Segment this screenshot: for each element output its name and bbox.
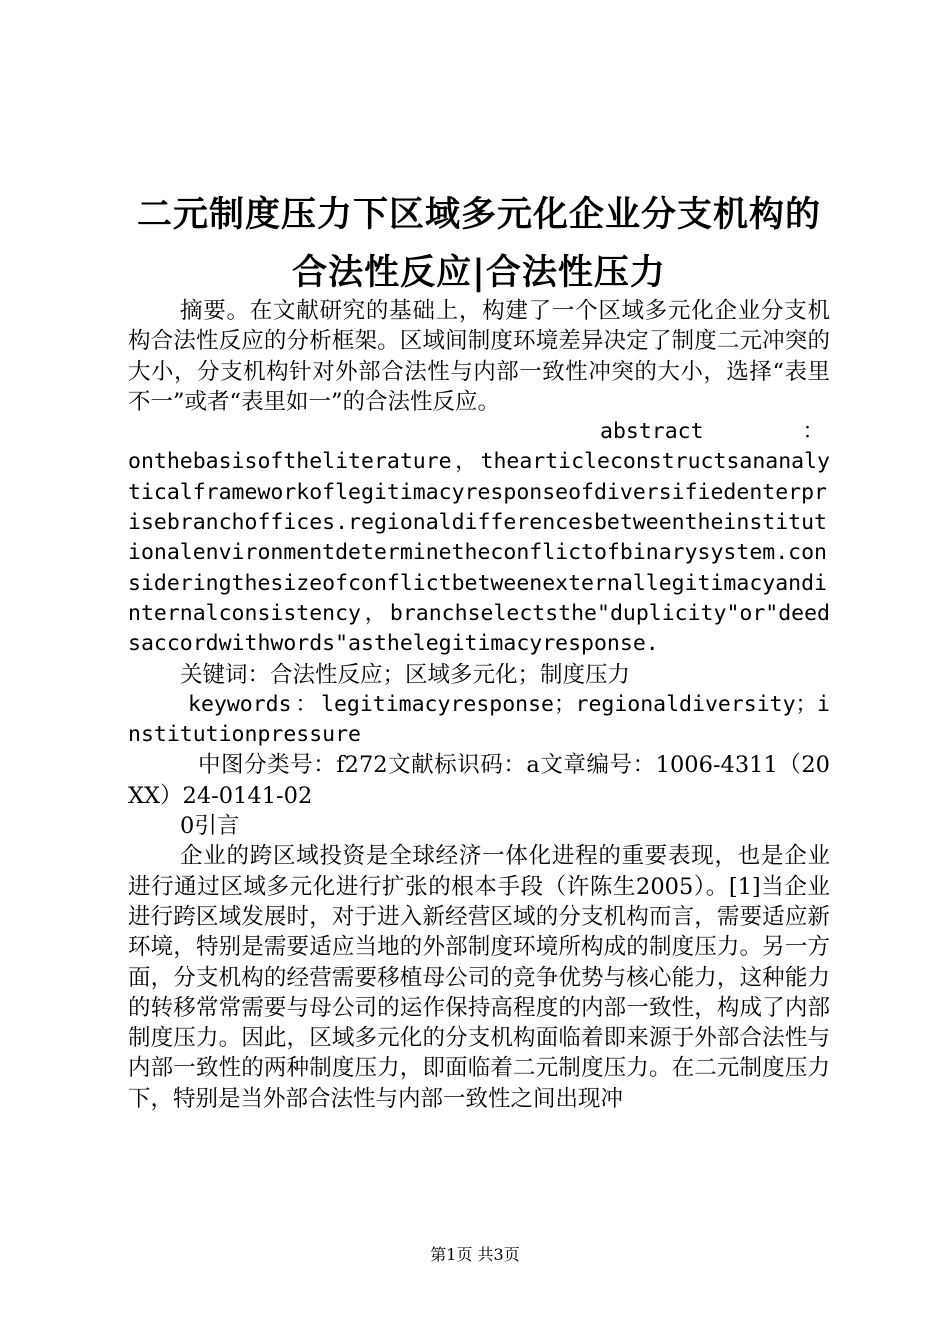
keywords-en: keywords：legitimacyresponse；regionaldiversity；institutionpressure — [128, 691, 830, 748]
abstract-en-label: abstract — [600, 419, 704, 445]
document-body — [128, 296, 830, 1114]
page-footer: 第1页 共3页 — [430, 1245, 520, 1264]
classification-line: 中图分类号：f272文献标识码：a文章编号：1006-4311（20XX）24-0141-02 — [128, 752, 830, 809]
abstract-cn: 摘要。在文献研究的基础上，构建了一个区域多元化企业分支机构合法性反应的分析框架。区域间制度环境差异决定了制度二元冲突的大小，分支机构针对外部合法性与内部一致性冲突的大小，选择“表里不一”或者“表里如一”的合法性反应。 — [128, 298, 830, 415]
keywords-cn: 关键词：合法性反应；区域多元化；制度压力 — [180, 661, 631, 688]
abstract-en-label-row — [128, 417, 830, 447]
abstract-en-block — [128, 417, 830, 659]
section-heading: 0引言 — [180, 813, 240, 840]
abstract-en: onthebasisoftheliterature，thearticleconstructsananalyticalframeworkoflegitimacyresponseofdiversifiedenterprisebranchoffices.regionaldifferencesbetweentheinstitutionalenvironmentdeterminetheconflictofbinarysystem.consideringthesizeofconflictbetweenexternallegitimacyandinternalconsistency，branchselectsthe"duplicity"or"deedsaccordwithwords"asthelegitimacyresponse. — [128, 449, 830, 657]
document-title: 二元制度压力下区域多元化企业分支机构的合法性反应|合法性压力 — [136, 194, 821, 293]
abstract-en-colon: ： — [802, 419, 824, 445]
intro-paragraph: 企业的跨区域投资是全球经济一体化进程的重要表现，也是企业进行通过区域多元化进行扩张的根本手段（许陈生2005）。[1]当企业进行跨区域发展时，对于进入新经营区域的分支机构而言，需要适应新环境，特别是需要适应当地的外部制度环境所构成的制度压力。另一方面，分支机构的经营需要移植母公司的竞争优势与核心能力，这种能力的转移常常需要与母公司的运作保持高程度的内部一致性，构成了内部制度压力。因此，区域多元化的分支机构面临着即来源于外部合法性与内部一致性的两种制度压力，即面临着二元制度压力。在二元制度压力下，特别是当外部合法性与内部一致性之间出现冲 — [128, 843, 830, 1112]
